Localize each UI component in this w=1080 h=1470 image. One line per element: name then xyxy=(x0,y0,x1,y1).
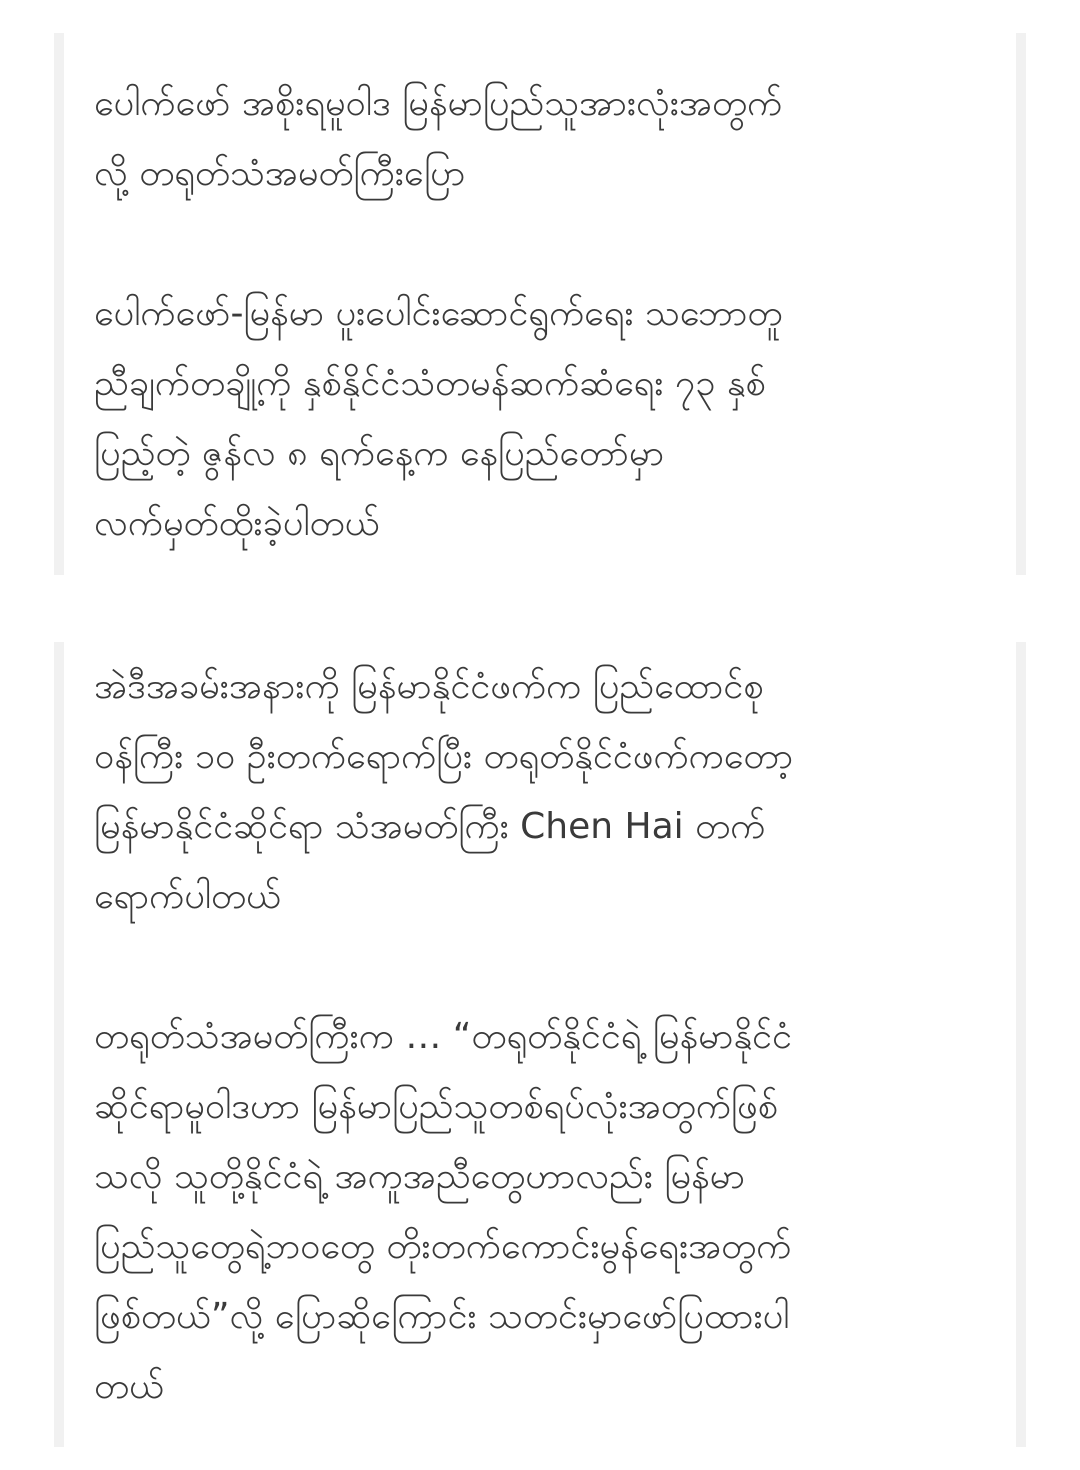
text-line: ပြည့်တဲ့ ဇွန်လ ၈ ရက်နေ့က နေပြည်တော်မှာ xyxy=(94,433,665,474)
text-line: ဆိုင်ရာမူဝါဒဟာ မြန်မာပြည်သူတစ်ရပ်လုံးအတွက်ဖြစ် xyxy=(94,1086,778,1127)
text-line: ပြည်သူတွေရဲ့ဘဝတွေ တိုးတက်ကောင်းမွန်ရေးအတွက် xyxy=(94,1226,792,1267)
text-line: ပေါက်ဖော် အစိုးရမူဝါဒ မြန်မာပြည်သူအားလုံးအတွက် xyxy=(94,83,783,124)
text-line: ဝန်ကြီး ၁၀ ဦးတက်ရောက်ပြီး တရုတ်နိုင်ငံဖက်ကတော့ xyxy=(94,736,794,777)
text-line: ဖြစ်တယ်”လို့ ပြောဆိုကြောင်း သတင်းမှာဖော်ပြထားပါ xyxy=(94,1296,790,1337)
text-line: တရုတ်သံအမတ်ကြီးက … “တရုတ်နိုင်ငံရဲ့ မြန်မာနိုင်ငံ xyxy=(94,1016,792,1057)
text-line: သလို သူတို့နိုင်ငံရဲ့ အကူအညီတွေဟာလည်း မြန်မာ xyxy=(94,1156,746,1197)
text-line: တယ် xyxy=(94,1366,164,1407)
text-line: ရောက်ပါတယ် xyxy=(94,876,281,917)
text-line: ပေါက်ဖော်-မြန်မာ ပူးပေါင်းဆောင်ရွက်ရေး သဘောတူ xyxy=(94,293,783,334)
body-paragraph xyxy=(94,279,994,559)
text-line: လို့ တရုတ်သံအမတ်ကြီးပြော xyxy=(94,153,466,194)
body-paragraph xyxy=(94,652,994,932)
text-line: အဲဒီအခမ်းအနားကို မြန်မာနိုင်ငံဖက်က ပြည်ထောင်စု xyxy=(94,666,764,707)
quote-paragraph xyxy=(94,1002,994,1422)
article-card-2 xyxy=(54,642,1026,1447)
text-line: လက်မှတ်ထိုးခဲ့ပါတယ် xyxy=(94,503,380,544)
article-card-1 xyxy=(54,33,1026,575)
text-line: ညီချက်တချို့ကို နှစ်နိုင်ငံသံတမန်ဆက်ဆံရေး ၇၃ နှစ် xyxy=(94,363,766,404)
headline-paragraph xyxy=(94,69,994,209)
text-line: မြန်မာနိုင်ငံဆိုင်ရာ သံအမတ်ကြီး Chen Hai တက် xyxy=(94,806,766,847)
